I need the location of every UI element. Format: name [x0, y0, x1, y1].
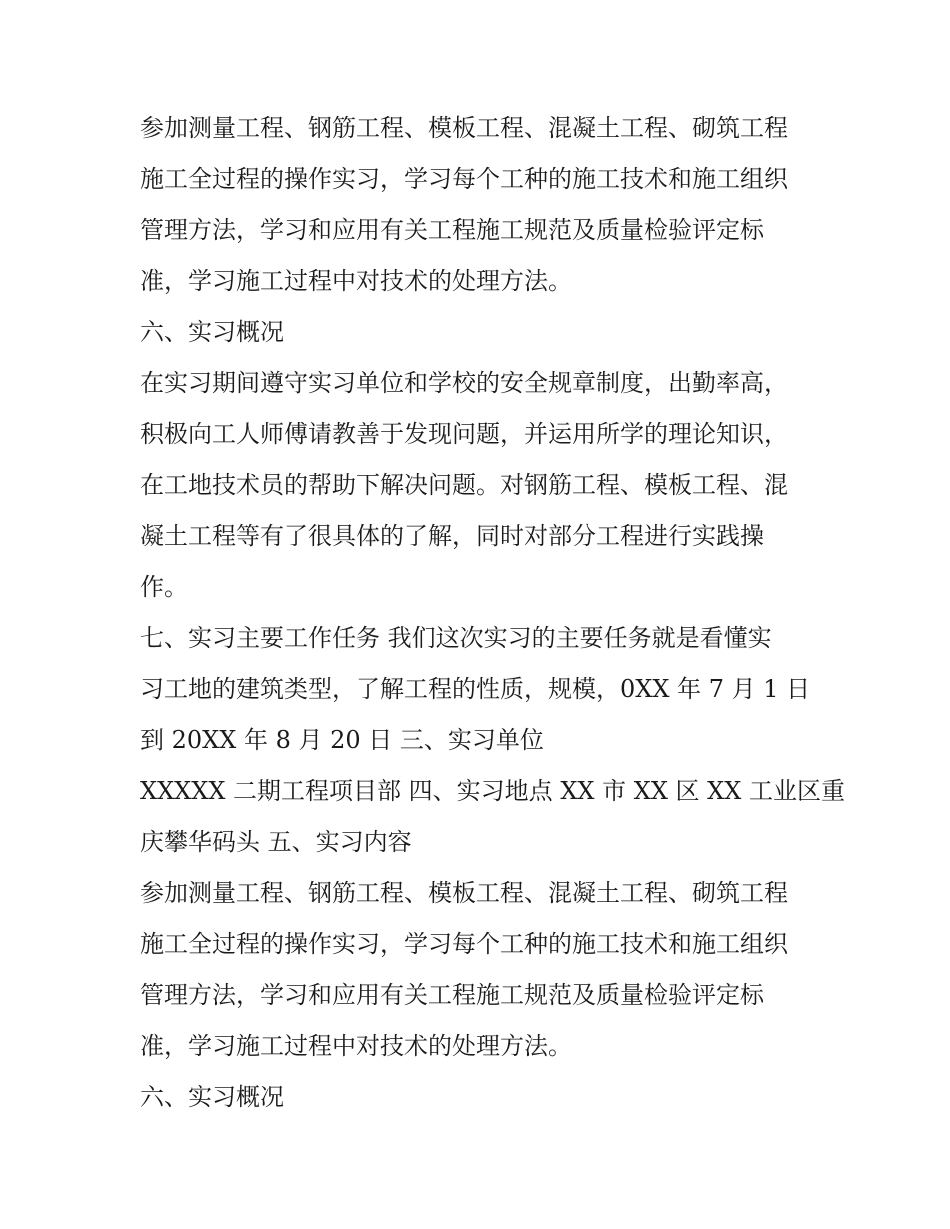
text-line: 习工地的建筑类型，了解工程的性质，规模，0XX 年 7 月 1 日	[140, 675, 811, 703]
text-line: 参加测量工程、钢筋工程、模板工程、混凝土工程、砌筑工程	[140, 114, 788, 142]
text-line: 到 20XX 年 8 月 20 日 三、实习单位	[140, 726, 544, 754]
text-line: 准，学习施工过程中对技术的处理方法。	[140, 267, 572, 295]
section-heading: 六、实习概况	[140, 318, 284, 346]
section-heading: 七、实习主要工作任务 我们这次实习的主要任务就是看懂实	[140, 624, 772, 652]
text-line: 积极向工人师傅请教善于发现问题，并运用所学的理论知识，	[140, 420, 788, 448]
text-line: 在工地技术员的帮助下解决问题。对钢筋工程、模板工程、混	[140, 471, 788, 499]
section-heading: 六、实习概况	[140, 1083, 284, 1111]
document-body	[140, 103, 845, 1123]
text-line: 庆攀华码头 五、实习内容	[140, 828, 412, 856]
text-line: 管理方法，学习和应用有关工程施工规范及质量检验评定标	[140, 216, 764, 244]
text-line: 在实习期间遵守实习单位和学校的安全规章制度，出勤率高，	[140, 369, 788, 397]
text-line: 作。	[140, 573, 188, 601]
text-line: 施工全过程的操作实习，学习每个工种的施工技术和施工组织	[140, 165, 788, 193]
text-line: 凝土工程等有了很具体的了解，同时对部分工程进行实践操	[140, 522, 764, 550]
text-line: 管理方法，学习和应用有关工程施工规范及质量检验评定标	[140, 981, 764, 1009]
text-line: 参加测量工程、钢筋工程、模板工程、混凝土工程、砌筑工程	[140, 879, 788, 907]
text-line: XXXXX 二期工程项目部 四、实习地点 XX 市 XX 区 XX 工业区重	[140, 777, 845, 805]
text-line: 准，学习施工过程中对技术的处理方法。	[140, 1032, 572, 1060]
text-line: 施工全过程的操作实习，学习每个工种的施工技术和施工组织	[140, 930, 788, 958]
